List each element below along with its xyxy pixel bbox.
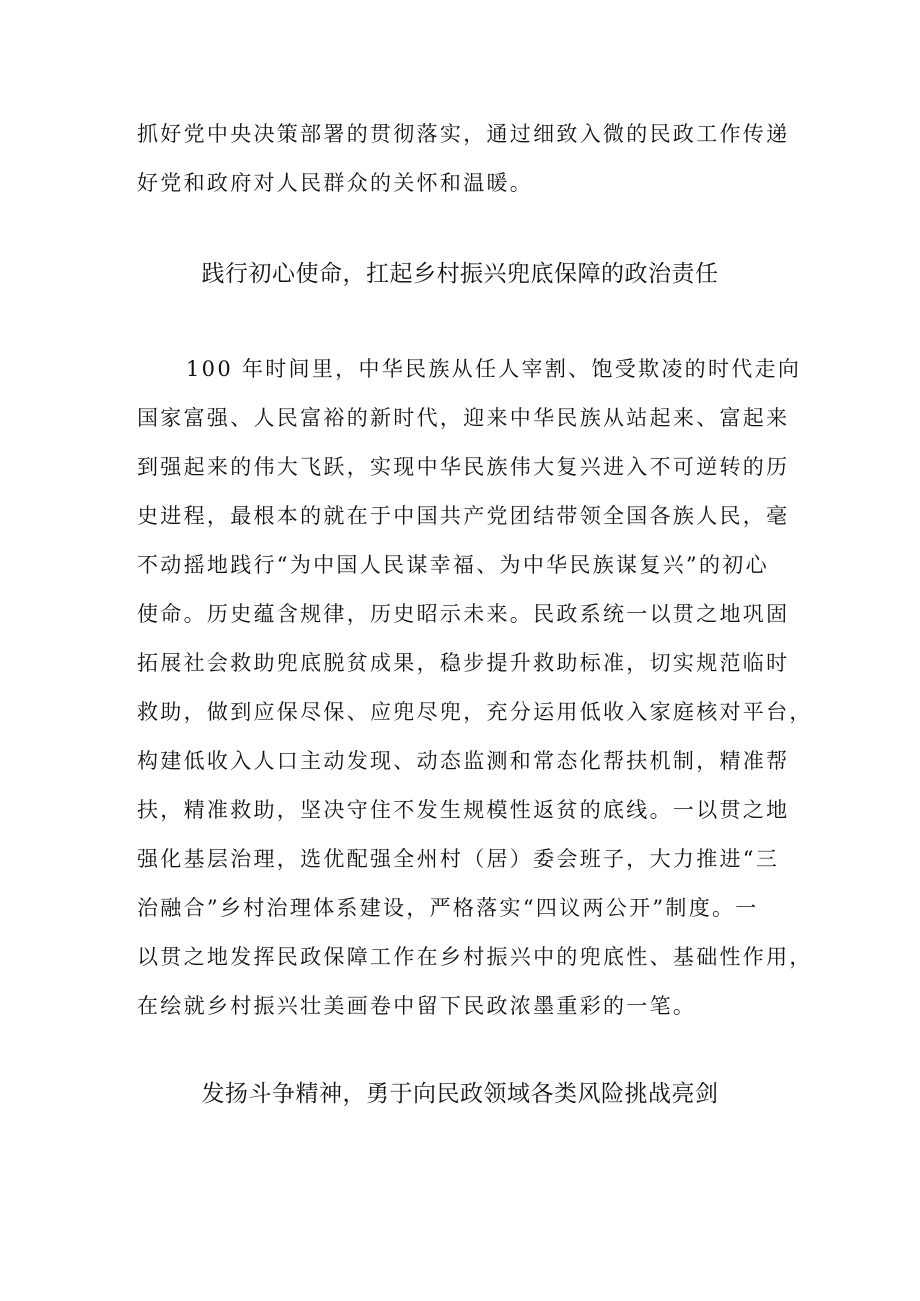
paragraph-line-14: 在绘就乡村振兴壮美画卷中留下民政浓墨重彩的一笔。 (137, 994, 697, 1018)
paragraph-line-12: 治融合”乡村治理体系建设，严格落实“四议两公开”制度。一 (137, 896, 759, 920)
paragraph-line-4: 史进程，最根本的就在于中国共产党团结带领全国各族人民，毫 (137, 504, 790, 528)
paragraph-line-3: 到强起来的伟大飞跃，实现中华民族伟大复兴进入不可逆转的历 (137, 455, 790, 479)
paragraph-line-13: 以贯之地发挥民政保障工作在乡村振兴中的兜底性、基础性作用， (137, 945, 813, 969)
paragraph-line-10: 扶，精准救助，坚决守住不发生规模性返贫的底线。一以贯之地 (137, 798, 790, 822)
paragraph-line-2: 国家富强、人民富裕的新时代，迎来中华民族从站起来、富起来 (137, 406, 790, 430)
section-heading-1: 践行初心使命，扛起乡村振兴兜底保障的政治责任 (201, 261, 719, 287)
paragraph-line-11: 强化基层治理，选优配强全州村（居）委会班子，大力推进“三 (137, 847, 780, 871)
paragraph-line-6: 使命。历史蕴含规律，历史昭示未来。民政系统一以贯之地巩固 (137, 602, 790, 626)
intro-line-2: 好党和政府对人民群众的关怀和温暖。 (137, 171, 534, 195)
paragraph-line-1: 100 年时间里，中华民族从任人宰割、饱受欺凌的时代走向 (186, 357, 802, 381)
paragraph-line-5: 不动摇地践行“为中国人民谋幸福、为中华民族谋复兴”的初心 (137, 553, 769, 577)
section-heading-2: 发扬斗争精神，勇于向民政领域各类风险挑战亮剑 (201, 1081, 719, 1107)
paragraph-line-8: 救助，做到应保尽保、应兜尽兜，充分运用低收入家庭核对平台， (137, 700, 813, 724)
paragraph-line-9: 构建低收入人口主动发现、动态监测和常态化帮扶机制，精准帮 (137, 749, 790, 773)
intro-line-1: 抓好党中央决策部署的贯彻落实，通过细致入微的民政工作传递 (137, 122, 790, 146)
paragraph-line-7: 拓展社会救助兜底脱贫成果，稳步提升救助标准，切实规范临时 (137, 651, 790, 675)
